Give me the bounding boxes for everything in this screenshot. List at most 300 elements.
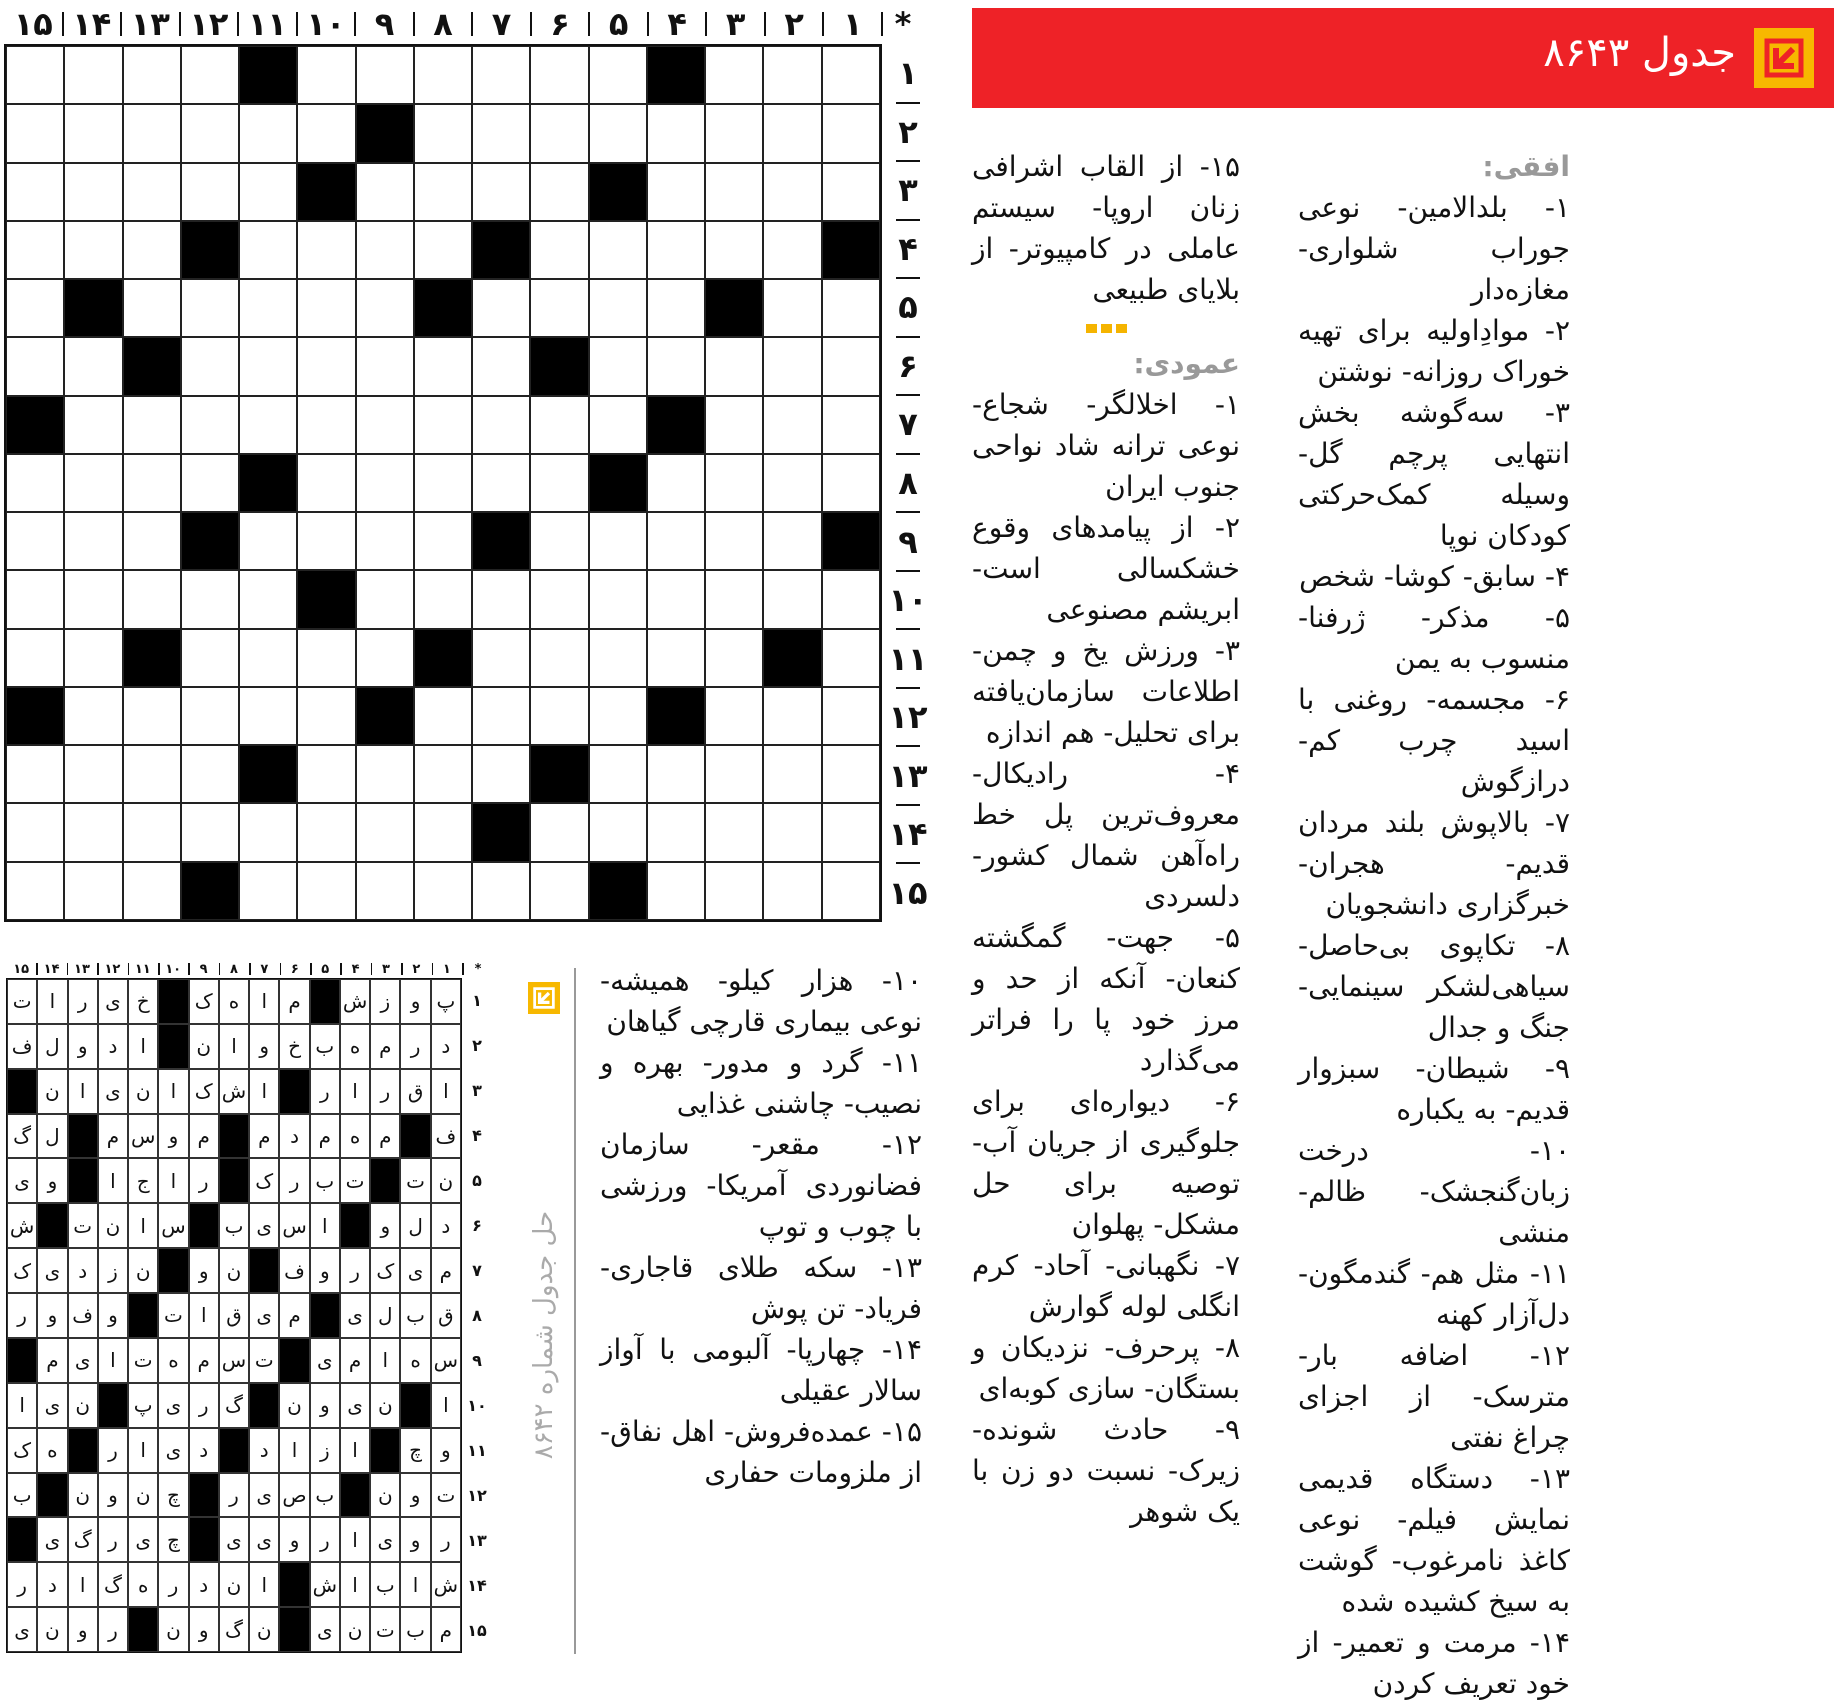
grid-cell[interactable] [356,46,414,104]
solution-letter: و [189,1248,219,1293]
solution-column-separator [371,963,373,975]
solution-column-number: ۳ [382,961,390,977]
grid-cell[interactable] [239,803,297,861]
grid-cell[interactable] [181,745,239,803]
grid-cell[interactable] [822,629,880,687]
grid-cell[interactable] [356,803,414,861]
solution-letter: ف [68,1293,98,1338]
grid-cell[interactable] [356,337,414,395]
grid-cell[interactable] [763,163,821,221]
grid-cell[interactable] [530,803,588,861]
solution-letter: ی [249,1473,279,1518]
solution-letter: ر [7,1293,37,1338]
solution-letter: ا [340,1069,370,1114]
grid-cell[interactable] [705,570,763,628]
grid-cell[interactable] [763,745,821,803]
grid-cell[interactable] [589,104,647,162]
grid-cell[interactable] [589,279,647,337]
across-clue: ۱- بلدالامین- نوعی جوراب شلواری- مغازه‌دار [1298,191,1570,306]
grid-cell[interactable] [123,745,181,803]
row-number: ۱۴ [888,815,928,854]
grid-cell[interactable] [472,163,530,221]
grid-cell[interactable] [6,454,64,512]
grid-cell[interactable] [123,396,181,454]
solution-letter: د [249,1428,279,1473]
solution-column-number: ۵ [321,961,330,977]
row-number: ۷ [898,405,918,444]
grid-cell[interactable] [530,279,588,337]
column-number: ۶ [550,5,570,43]
grid-cell[interactable] [297,104,355,162]
grid-cell[interactable] [123,862,181,920]
grid-cell[interactable] [414,687,472,745]
grid-cell[interactable] [705,337,763,395]
grid-cell[interactable] [763,104,821,162]
grid-cell[interactable] [822,454,880,512]
solution-black-cell [37,1473,67,1518]
black-cell [239,454,297,512]
solution-black-cell [189,1203,219,1248]
grid-cell[interactable] [6,803,64,861]
grid-cell[interactable] [822,104,880,162]
grid-cell[interactable] [705,687,763,745]
grid-cell[interactable] [239,221,297,279]
grid-cell[interactable] [64,396,122,454]
grid-cell[interactable] [123,104,181,162]
grid-cell[interactable] [414,46,472,104]
solution-black-cell [340,1473,370,1518]
grid-cell[interactable] [64,570,122,628]
solution-letter: ا [279,1428,309,1473]
grid-cell[interactable] [472,687,530,745]
grid-cell[interactable] [414,163,472,221]
solution-column-number: ۱۱ [134,961,151,977]
solution-black-cell [370,1158,400,1203]
solution-black-cell [279,1338,309,1383]
grid-cell[interactable] [647,163,705,221]
grid-cell[interactable] [822,862,880,920]
grid-cell[interactable] [472,104,530,162]
grid-cell[interactable] [647,629,705,687]
grid-cell[interactable] [64,745,122,803]
grid-cell[interactable] [181,629,239,687]
solution-letter: ا [340,1517,370,1562]
black-cell [239,46,297,104]
grid-cell[interactable] [181,279,239,337]
grid-cell[interactable] [822,163,880,221]
grid-cell[interactable] [6,337,64,395]
grid-cell[interactable] [472,570,530,628]
solution-letter: س [219,1338,249,1383]
grid-cell[interactable] [763,279,821,337]
grid-cell[interactable] [414,221,472,279]
grid-cell[interactable] [414,745,472,803]
grid-cell[interactable] [530,46,588,104]
solution-letter: ن [37,1069,67,1114]
solution-letter: ف [431,1114,461,1159]
grid-cell[interactable] [705,803,763,861]
grid-cell[interactable] [763,46,821,104]
column-separator [588,12,590,36]
grid-cell[interactable] [6,279,64,337]
solution-letter: ی [310,1607,340,1652]
grid-cell[interactable] [6,629,64,687]
grid-cell[interactable] [123,46,181,104]
grid-cell[interactable] [297,687,355,745]
grid-cell[interactable] [822,745,880,803]
across-clue: ۷- بالاپوش بلند مردان قدیم- هجران- خبرگزاری دانشجویان [1298,806,1570,921]
grid-cell[interactable] [647,862,705,920]
grid-cell[interactable] [530,629,588,687]
solution-letter: ت [7,979,37,1024]
grid-cell[interactable] [763,512,821,570]
grid-cell[interactable] [64,104,122,162]
grid-cell[interactable] [414,803,472,861]
grid-cell[interactable] [297,221,355,279]
solution-letter: و [249,1024,279,1069]
column-number: ۲ [784,5,804,43]
grid-cell[interactable] [589,396,647,454]
grid-cell[interactable] [822,570,880,628]
grid-cell[interactable] [297,337,355,395]
corner-arrow-icon [1754,28,1814,88]
grid-cell[interactable] [181,570,239,628]
grid-cell[interactable] [123,570,181,628]
down-clue: ۱۵- عمده‌فروش- اهل نفاق- از ملزومات حفاری [600,1415,922,1489]
grid-cell[interactable] [6,163,64,221]
solution-letter: ن [219,1248,249,1293]
solution-letter: د [189,1562,219,1607]
black-cell [589,454,647,512]
solution-black-cell [158,1024,188,1069]
solution-row-number: ۱۲ [467,1486,487,1505]
grid-cell[interactable] [297,396,355,454]
grid-cell[interactable] [297,745,355,803]
grid-cell[interactable] [647,570,705,628]
grid-cell[interactable] [530,512,588,570]
grid-cell[interactable] [123,163,181,221]
down-clue: ۱۱- گرد و مدور- بهره و نصیب- چاشنی غذایی [600,1046,922,1120]
solution-row-number: ۲ [472,1036,482,1055]
grid-cell[interactable] [472,279,530,337]
grid-cell[interactable] [356,396,414,454]
grid-cell[interactable] [705,629,763,687]
grid-cell[interactable] [181,803,239,861]
grid-cell[interactable] [64,862,122,920]
grid-cell[interactable] [530,396,588,454]
grid-cell[interactable] [356,745,414,803]
grid-cell[interactable] [822,803,880,861]
grid-cell[interactable] [6,512,64,570]
grid-cell[interactable] [705,46,763,104]
solution-black-cell [279,1562,309,1607]
solution-letter: ن [340,1607,370,1652]
solution-letter: ب [400,1293,430,1338]
solution-letter: ا [370,1338,400,1383]
grid-cell[interactable] [239,629,297,687]
solution-letter: د [68,1248,98,1293]
row-number: ۶ [898,346,918,385]
black-cell [64,279,122,337]
solution-logo-icon [528,982,560,1014]
black-cell [181,221,239,279]
solution-letter: ا [340,1428,370,1473]
grid-cell[interactable] [64,337,122,395]
row-number: ۱۱ [888,639,928,678]
puzzle-title: جدول ۸۶۴۳ [1543,30,1736,76]
grid-cell[interactable] [530,163,588,221]
solution-letter: ب [219,1203,249,1248]
grid-cell[interactable] [123,687,181,745]
grid-cell[interactable] [763,454,821,512]
grid-cell[interactable] [6,46,64,104]
grid-cell[interactable] [530,104,588,162]
across-clue: ۴- سابق- کوشا- شخص [1299,560,1570,593]
grid-cell[interactable] [822,687,880,745]
grid-cell[interactable] [589,745,647,803]
grid-cell[interactable] [530,687,588,745]
grid-cell[interactable] [123,512,181,570]
grid-cell[interactable] [6,745,64,803]
grid-cell[interactable] [763,396,821,454]
solution-letter: و [431,1428,461,1473]
solution-letter: ا [68,1069,98,1114]
grid-cell[interactable] [589,687,647,745]
grid-cell[interactable] [181,163,239,221]
grid-cell[interactable] [472,862,530,920]
grid-cell[interactable] [64,221,122,279]
grid-cell[interactable] [297,279,355,337]
solution-letter: ا [249,1069,279,1114]
grid-cell[interactable] [181,337,239,395]
grid-cell[interactable] [414,862,472,920]
solution-letter: ه [128,1562,158,1607]
solution-column-separator [128,963,130,975]
grid-cell[interactable] [763,803,821,861]
solution-letter: ن [431,1158,461,1203]
grid-cell[interactable] [647,512,705,570]
grid-cell[interactable] [472,454,530,512]
grid-cell[interactable] [181,104,239,162]
down-clue: ۹- حادث شونده- زیرک- نسبت دو زن با یک شوهر [972,1413,1240,1528]
grid-cell[interactable] [64,629,122,687]
solution-letter: ش [310,1562,340,1607]
grid-cell[interactable] [356,454,414,512]
solution-letter: م [189,1114,219,1159]
grid-cell[interactable] [705,396,763,454]
solution-letter: ر [279,1158,309,1203]
grid-cell[interactable] [123,454,181,512]
grid-cell[interactable] [705,862,763,920]
grid-cell[interactable] [297,512,355,570]
grid-cell[interactable] [239,862,297,920]
solution-letter: ه [400,1338,430,1383]
grid-cell[interactable] [530,862,588,920]
grid-cell[interactable] [705,512,763,570]
grid-cell[interactable] [822,337,880,395]
grid-cell[interactable] [297,803,355,861]
solution-column-separator [249,963,251,975]
grid-cell[interactable] [64,163,122,221]
solution-letter: م [431,1248,461,1293]
grid-cell[interactable] [530,570,588,628]
grid-cell[interactable] [239,163,297,221]
solution-letter: ن [158,1607,188,1652]
solution-letter: و [279,1517,309,1562]
grid-cell[interactable] [763,221,821,279]
grid-cell[interactable] [589,629,647,687]
grid-cell[interactable] [414,512,472,570]
grid-cell[interactable] [123,803,181,861]
grid-cell[interactable] [297,454,355,512]
grid-cell[interactable] [472,629,530,687]
grid-cell[interactable] [356,512,414,570]
grid-cell[interactable] [64,454,122,512]
column-separator [881,12,883,36]
grid-cell[interactable] [6,862,64,920]
grid-cell[interactable] [647,279,705,337]
grid-cell[interactable] [181,46,239,104]
grid-cell[interactable] [356,629,414,687]
grid-cell[interactable] [472,337,530,395]
solution-black-cell [219,1114,249,1159]
grid-cell[interactable] [239,279,297,337]
grid-cell[interactable] [123,279,181,337]
grid-cell[interactable] [239,396,297,454]
solution-column-number: ۱۳ [74,961,90,977]
solution-letter: ر [370,1069,400,1114]
grid-cell[interactable] [64,512,122,570]
grid-cell[interactable] [705,104,763,162]
grid-cell[interactable] [472,396,530,454]
solution-column-separator [219,963,221,975]
grid-cell[interactable] [647,104,705,162]
solution-letter: ن [219,1562,249,1607]
solution-letter: ق [431,1293,461,1338]
grid-cell[interactable] [530,454,588,512]
grid-cell[interactable] [239,687,297,745]
grid-cell[interactable] [181,396,239,454]
grid-cell[interactable] [822,46,880,104]
grid-cell[interactable] [589,221,647,279]
grid-cell[interactable] [589,337,647,395]
solution-letter: گ [7,1114,37,1159]
black-cell [239,745,297,803]
grid-cell[interactable] [181,687,239,745]
across-clue: ۵- مذکر- ژرفنا- منسوب به یمن [1298,601,1570,675]
clues-column-2 [972,146,1240,1532]
grid-cell[interactable] [356,163,414,221]
grid-cell[interactable] [414,396,472,454]
grid-cell[interactable] [530,221,588,279]
solution-column-header [6,960,496,978]
grid-cell[interactable] [705,163,763,221]
solution-letter: م [340,1338,370,1383]
grid-cell[interactable] [472,745,530,803]
grid-cell[interactable] [297,46,355,104]
grid-cell[interactable] [472,46,530,104]
grid-cell[interactable] [763,570,821,628]
grid-cell[interactable] [647,221,705,279]
solution-letter: م [37,1338,67,1383]
grid-cell[interactable] [414,337,472,395]
solution-letter: و [98,1293,128,1338]
grid-cell[interactable] [763,862,821,920]
grid-cell[interactable] [297,862,355,920]
down-clue: ۸- پرحرف- نزدیکان و بستگان- سازی کوبه‌ای [972,1331,1240,1405]
grid-cell[interactable] [6,221,64,279]
grid-cell[interactable] [64,687,122,745]
grid-cell[interactable] [822,279,880,337]
grid-cell[interactable] [414,104,472,162]
grid-cell[interactable] [356,862,414,920]
grid-cell[interactable] [763,337,821,395]
solution-letter: و [189,1607,219,1652]
grid-cell[interactable] [239,337,297,395]
grid-cell[interactable] [647,454,705,512]
grid-cell[interactable] [6,570,64,628]
grid-cell[interactable] [589,512,647,570]
solution-black-cell [310,1293,340,1338]
solution-letter: ن [128,1248,158,1293]
grid-cell[interactable] [763,687,821,745]
section-divider [972,324,1240,333]
grid-cell[interactable] [414,454,472,512]
grid-cell[interactable] [123,221,181,279]
grid-cell[interactable] [589,46,647,104]
grid-cell[interactable] [356,570,414,628]
grid-cell[interactable] [297,629,355,687]
solution-letter: ل [37,1114,67,1159]
solution-letter: پ [431,979,461,1024]
grid-cell[interactable] [356,279,414,337]
down-clue: ۱۲- مقعر- سازمان فضانوردی آمریکا- ورزشی با چوب و توپ [600,1128,922,1243]
grid-cell[interactable] [239,570,297,628]
solution-letter: ا [128,1428,158,1473]
black-cell [589,862,647,920]
solution-column-number: ۱ [442,961,451,977]
grid-cell[interactable] [64,46,122,104]
grid-cell[interactable] [705,454,763,512]
grid-cell[interactable] [6,104,64,162]
across-title: افقی: [1482,150,1570,183]
solution-letter: ن [37,1607,67,1652]
grid-cell[interactable] [239,512,297,570]
grid-cell[interactable] [589,803,647,861]
solution-letter: د [37,1562,67,1607]
across-clues-column-1 [1298,146,1570,1704]
solution-letter: ا [340,1562,370,1607]
grid-cell[interactable] [589,570,647,628]
grid-cell[interactable] [647,745,705,803]
grid-cell[interactable] [239,104,297,162]
grid-cell[interactable] [705,221,763,279]
grid-cell[interactable] [705,745,763,803]
solution-letter: چ [158,1517,188,1562]
across-clue: ۱۱- مثل هم- گندمگون- دل‌آزار کهنه [1298,1257,1570,1331]
grid-cell[interactable] [647,337,705,395]
grid-cell[interactable] [181,454,239,512]
grid-cell[interactable] [64,803,122,861]
solution-column-separator [158,963,160,975]
grid-cell[interactable] [414,570,472,628]
grid-cell[interactable] [356,221,414,279]
solution-letter: چ [400,1428,430,1473]
solution-letter: ی [98,1069,128,1114]
row-number: ۸ [898,463,918,502]
grid-cell[interactable] [647,803,705,861]
grid-cell[interactable] [822,396,880,454]
